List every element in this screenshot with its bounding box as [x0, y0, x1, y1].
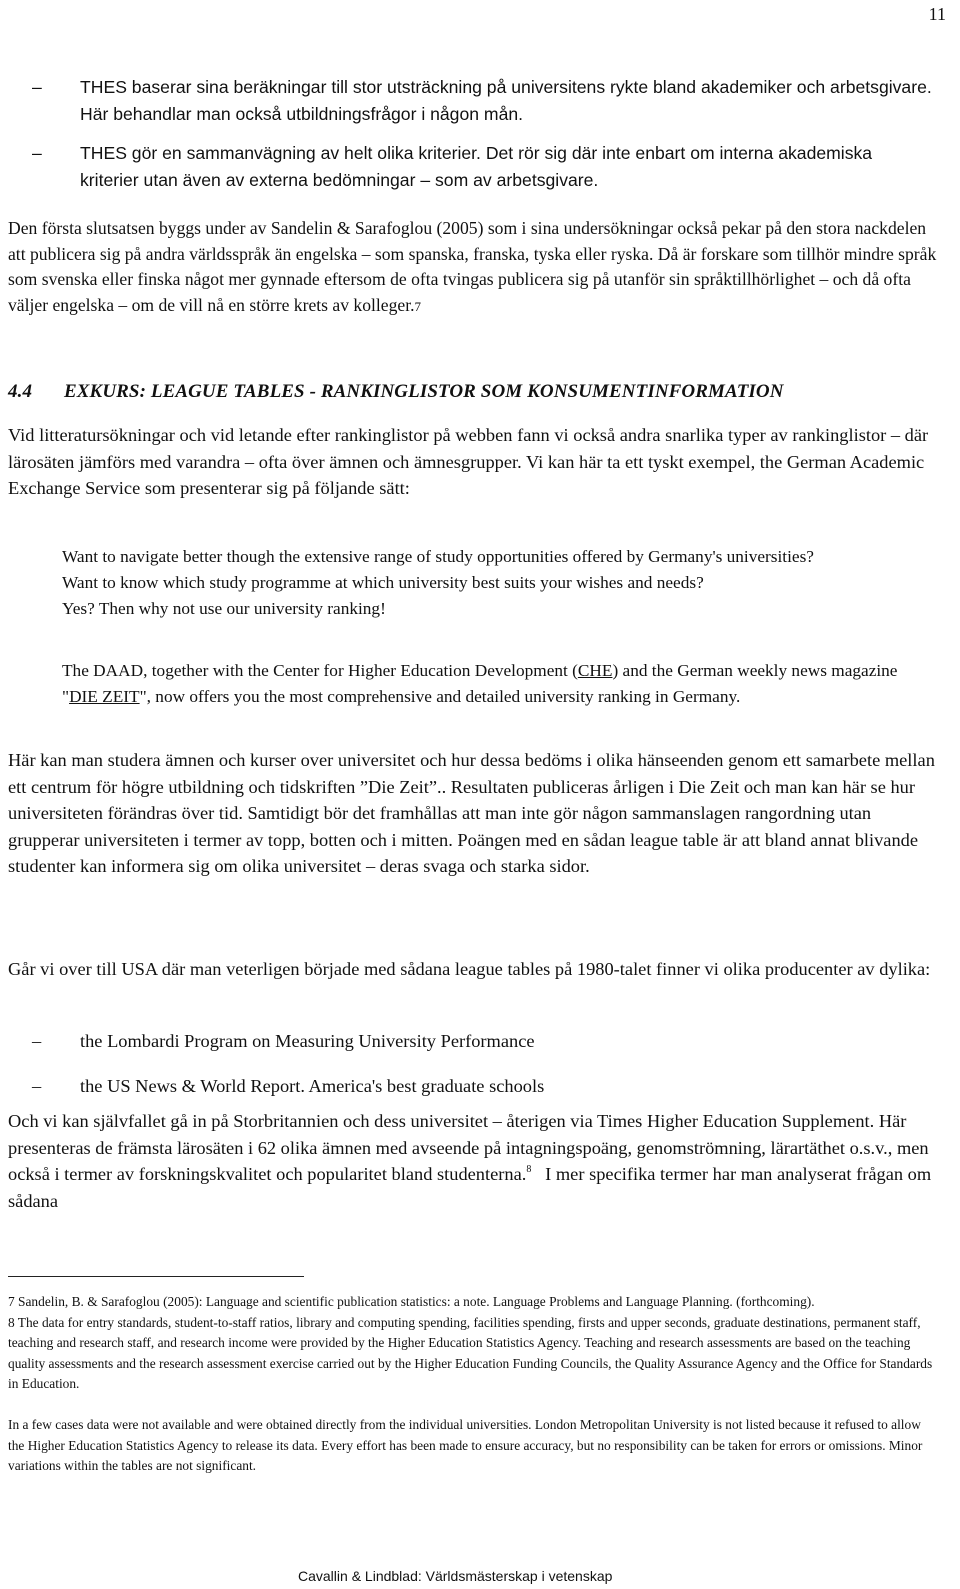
paragraph-text: I mer specifika termer har man analyserat frågan om sådana: [8, 1164, 932, 1211]
paragraph-har: Här kan man studera ämnen och kurser over universitet och hur dessa bedöms i olika hänseenden genom ett samarbete mellan ett centrum för högre utbildning och tidskriften ”Die Zeit”.. Resultaten publiceras årligen i Die Zeit och man kan här se hur universiteten förändras över tid. Samtidigt bör det framhållas att man inte gör någon sammanslagen rangordning utan grupperar universiteten i termer av topp, botten och i mitten. Poängen med en sådan league table är att bland annat blivande studenter kan informera sig om olika universitet – deras svaga och starka sidor.: [8, 750, 935, 876]
che-link[interactable]: CHE: [577, 661, 613, 680]
list-item: – the US News & World Report. America's best graduate schools: [30, 1073, 935, 1099]
page-number: 11: [928, 4, 946, 24]
quote-line: Yes? Then why not use our university ranking!: [62, 598, 386, 618]
list-item: – THES gör en sammanvägning av helt olika kriterier. Det rör sig där inte enbart om interna akademiska kriterier utan även av externa bedömningar – som av arbetsgivare.: [30, 140, 935, 194]
footer-text: Cavallin & Lindblad: Världsmästerskap i vetenskap: [298, 1568, 613, 1584]
quote-line: Want to know which study programme at which university best suits your wishes and needs?: [62, 572, 704, 592]
usa-producer-list: [30, 1028, 935, 1099]
die-zeit-link[interactable]: DIE ZEIT: [69, 686, 140, 706]
daad-quote: [62, 544, 932, 621]
section-number: 4.4: [8, 381, 33, 402]
section-heading: [8, 381, 943, 403]
quote-text: ) and the German weekly news magazine ": [62, 661, 898, 706]
thes-bullet-list: [30, 74, 935, 194]
quote-text: ", now offers you the most comprehensive and detailed university ranking in Germany.: [139, 686, 741, 706]
quote-line: Want to navigate better though the extensive range of study opportunities offered by Germany's universities?: [62, 547, 814, 566]
paragraph-text: Och vi kan självfallet gå in på Storbritannien och dess universitet – återigen via Times Higher Education Supplement. Här presenteras de främsta lärosäten i 62 olika ämnen med avseende på intagningspoäng, genomströmning, lärartäthet o.s.v., men också i termer av forskningskvalitet och popularitet bland studenterna.: [8, 1111, 929, 1184]
list-item: – the Lombardi Program on Measuring University Performance: [30, 1028, 935, 1054]
footnote-divider: [8, 1276, 304, 1277]
quote-text: The DAAD, together with the Center for Higher Education Development (: [62, 661, 578, 680]
section-title: EXKURS: LEAGUE TABLES - RANKINGLISTOR SOM KONSUMENTINFORMATION: [64, 381, 784, 402]
paragraph-och: [8, 1108, 938, 1214]
daad-quote-che: [62, 658, 932, 710]
footnote-7: 7 Sandelin, B. & Sarafoglou (2005): Language and scientific publication statistics: a note. Language Problems and Language Planning. (forthcoming).: [8, 1294, 815, 1309]
footnote-8-extra: In a few cases data were not available and were obtained directly from the individual universities. London Metropolitan University is not listed because it refused to allow the Higher Education Statistics Agency to release its data. Every effort has been made to ensure accuracy, but no responsibility can be taken for errors or omissions. Minor variations within the tables are not significant.: [8, 1416, 923, 1474]
footnote-ref-7[interactable]: 7: [414, 299, 422, 315]
footnote-8: 8 The data for entry standards, student-to-staff ratios, library and computing spending, facilities spending, firsts and upper seconds, graduate destinations, permanent staff, teaching and research staff, and research income were provided by the Higher Education Statistics Agency. Teaching and research assessments are based on the teaching quality assessments and the research assessment exercise carried out by the Higher Education Funding Councils, the Quality Assurance Agency and the Office for Standards in Education.: [8, 1314, 933, 1392]
paragraph-usa: Går vi over till USA där man veterligen började med sådana league tables på 1980-talet finner vi olika producenter av dylika:: [8, 959, 931, 979]
paragraph-vid: Vid litteratursökningar och vid letande efter rankinglistor på webben fann vi också andra snarlika typer av rankinglistor – där lärosäten jämförs med varandra – ofta över ämnen och ämnesgrupper. Vi kan här ta ett tyskt exempel, the German Academic Exchange Service som presenterar sig på följande sätt:: [8, 425, 929, 498]
paragraph-text: Den första slutsatsen byggs under av Sandelin & Sarafoglou (2005) som i sina undersökningar också pekar på den stora nackdelen att publicera sig på andra världsspråk än engelska – som spanska, franska, tyska eller ryska. Då är forskare som tillhör mindre språk som svenska eller finska något mer gynnade eftersom de ofta tvingas publicera sig på utanför sin språktillhörlighet – och då ofta väljer engelska – om de vill nå en större krets av kolleger.: [8, 218, 937, 316]
list-item: – THES baserar sina beräkningar till stor utsträckning på universitens rykte bland akademiker och arbetsgivare. Här behandlar man också utbildningsfrågor i någon mån.: [30, 74, 935, 128]
footnotes: [8, 1292, 938, 1477]
paragraph-sandelin: [8, 216, 938, 320]
footnote-ref-8[interactable]: 8: [526, 1164, 532, 1175]
